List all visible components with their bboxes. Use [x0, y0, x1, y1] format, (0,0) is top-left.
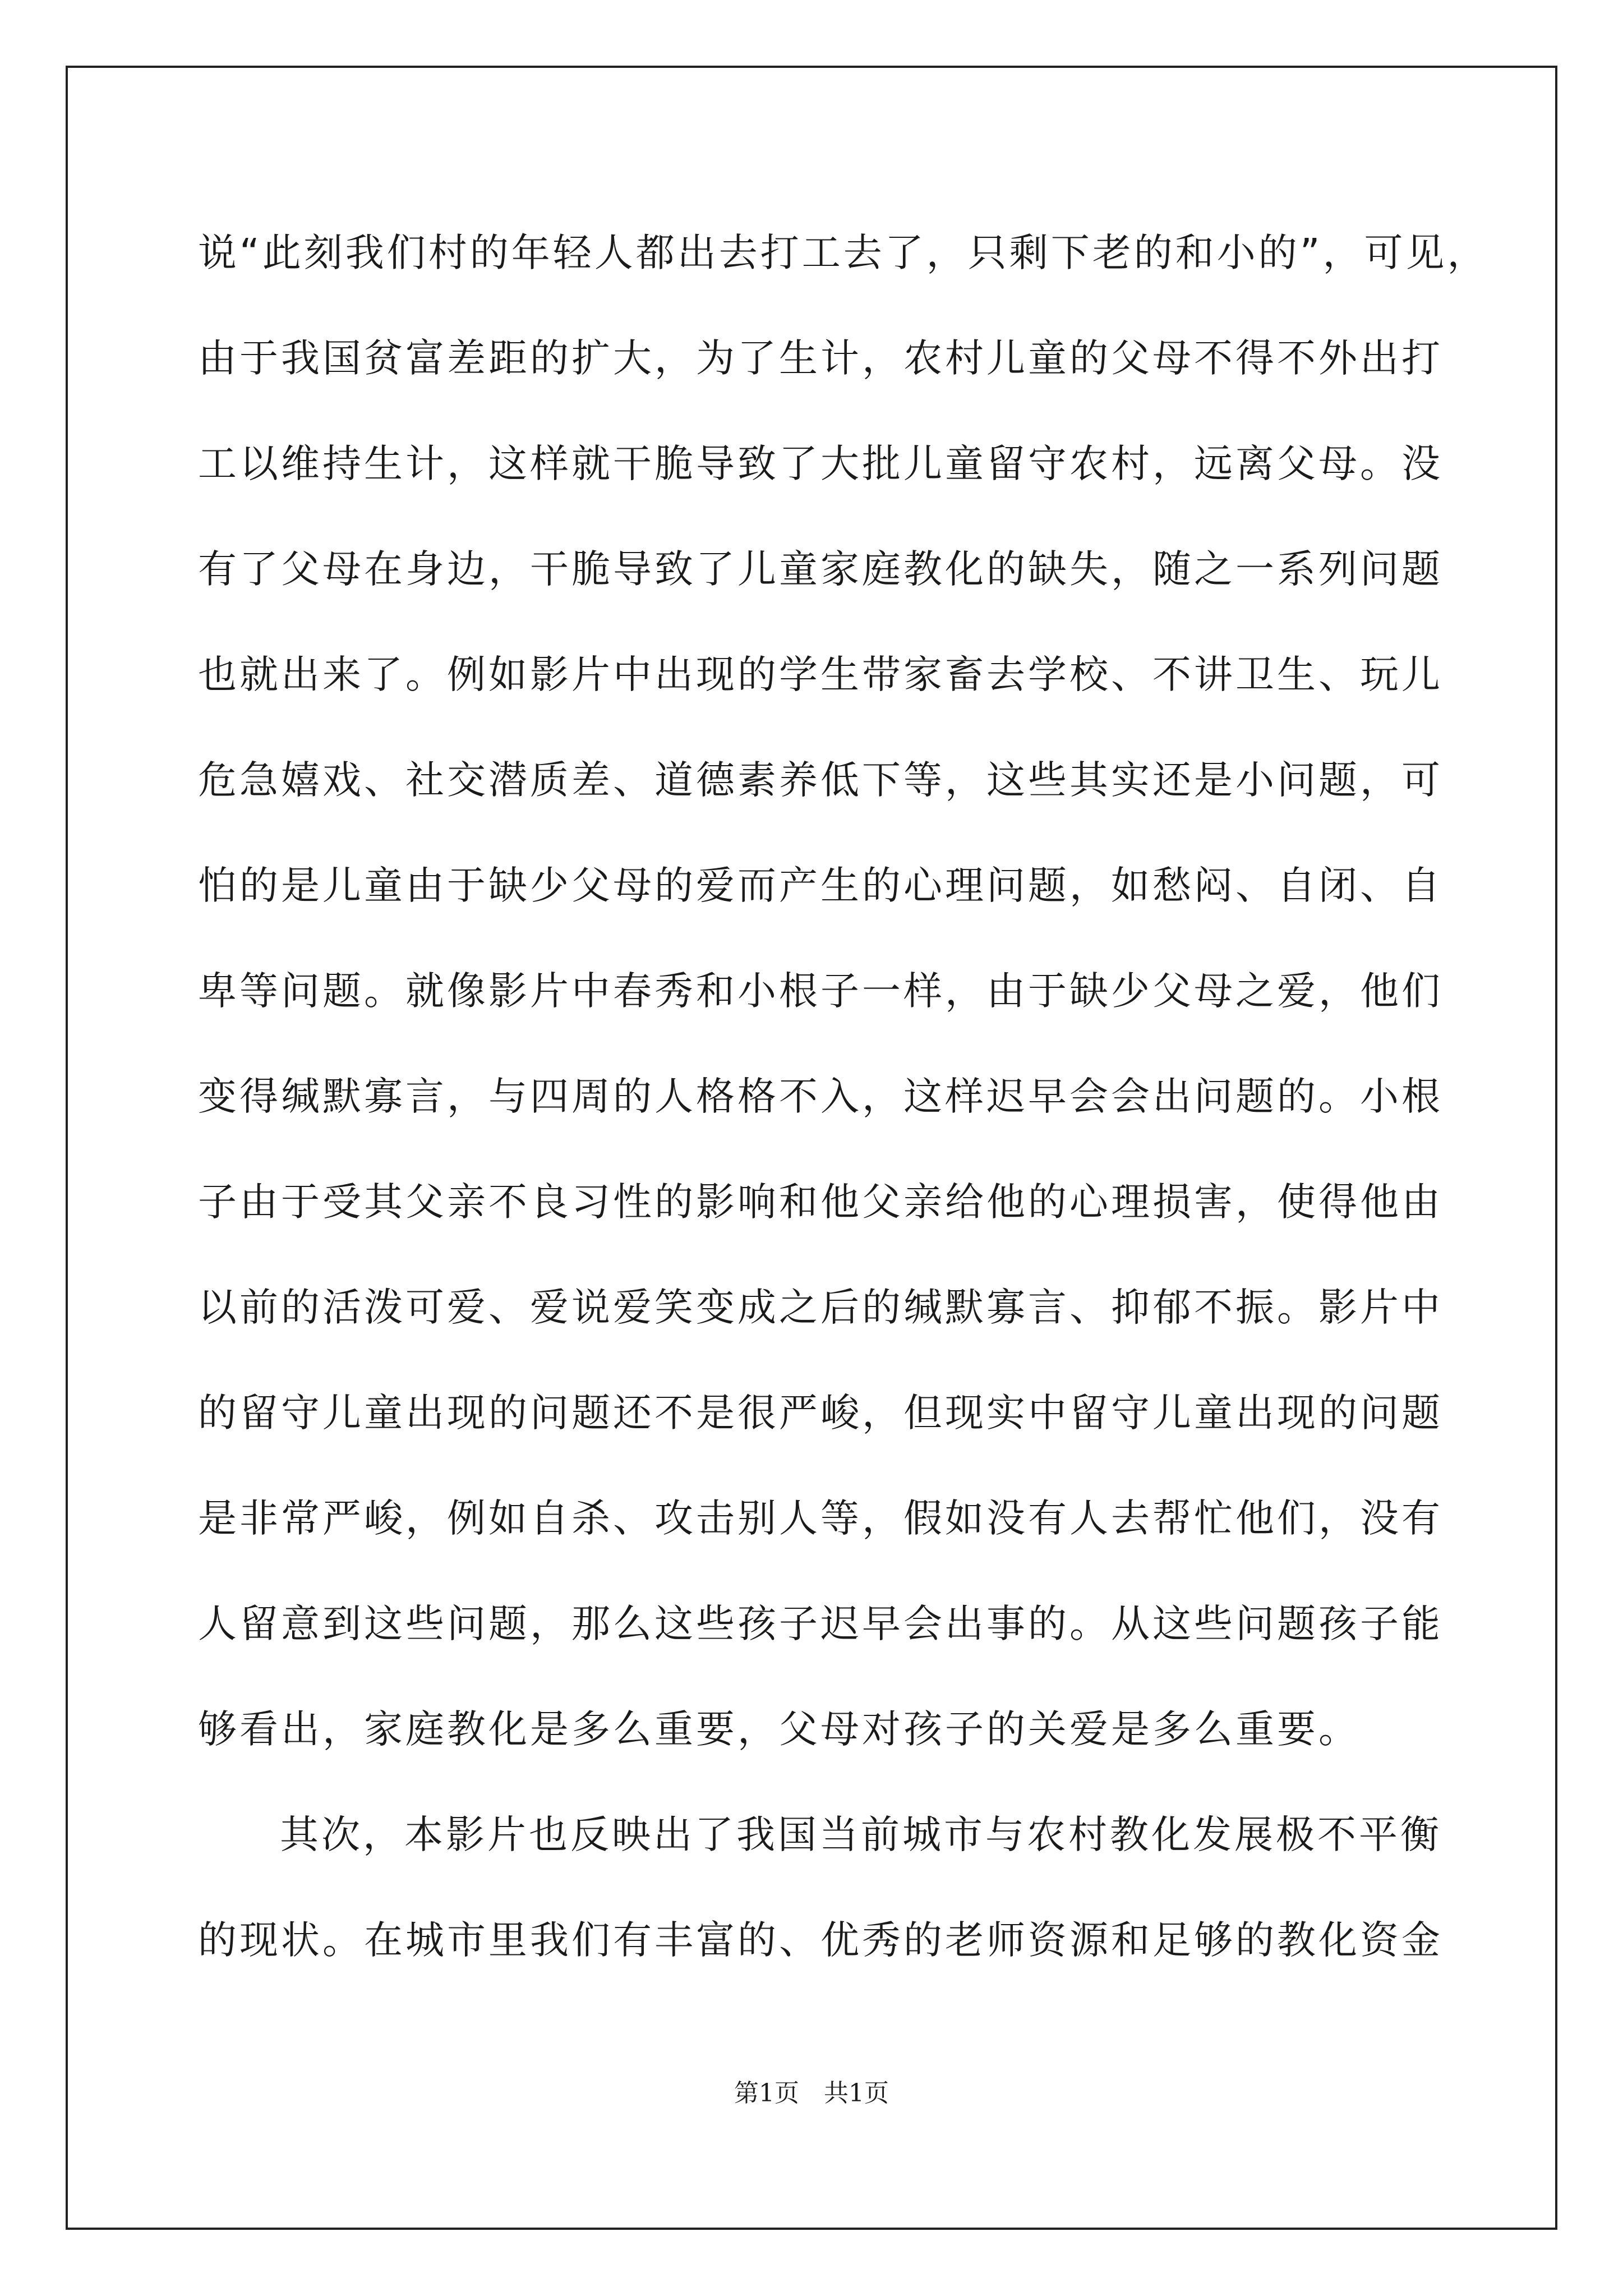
text-line-15: 够看出，家庭教化是多么重要，父母对孩子的关爱是多么重要。: [198, 1707, 1360, 1752]
page-footer: [0, 2077, 1623, 2110]
text-line-7: 怕的是儿童由于缺少父母的爱而产生的心理问题，如愁闷、自闭、自: [198, 863, 1443, 908]
page-number-total: 共1页: [824, 2079, 889, 2108]
text-line-4: 有了父母在身边，干脆导致了儿童家庭教化的缺失，随之一系列问题: [198, 547, 1443, 592]
text-line-6: 危急嬉戏、社交潜质差、道德素养低下等，这些其实还是小问题，可: [198, 758, 1443, 803]
text-line-10: 子由于受其父亲不良习性的影响和他父亲给他的心理损害，使得他由: [198, 1180, 1443, 1225]
text-line-16-paragraph-start: 其次，本影片也反映出了我国当前城市与农村教化发展极不平衡: [280, 1812, 1442, 1857]
text-line-12: 的留守儿童出现的问题还不是很严峻，但现实中留守儿童出现的问题: [198, 1391, 1443, 1435]
text-line-14: 人留意到这些问题，那么这些孩子迟早会出事的。从这些问题孩子能: [198, 1602, 1443, 1646]
page-number-current: 第1页: [734, 2079, 799, 2108]
text-line-3: 工以维持生计，这样就干脆导致了大批儿童留守农村，远离父母。没: [198, 441, 1443, 486]
text-line-17: 的现状。在城市里我们有丰富的、优秀的老师资源和足够的教化资金: [198, 1918, 1443, 1963]
text-line-5: 也就出来了。例如影片中出现的学生带家畜去学校、不讲卫生、玩儿: [198, 652, 1443, 697]
text-line-1: 说“此刻我们村的年轻人都出去打工去了，只剩下老的和小的”，可见，: [198, 231, 1489, 275]
text-line-9: 变得缄默寡言，与四周的人格格不入，这样迟早会会出问题的。小根: [198, 1074, 1443, 1119]
text-line-13: 是非常严峻，例如自杀、攻击别人等，假如没有人去帮忙他们，没有: [198, 1496, 1443, 1541]
text-line-2: 由于我国贫富差距的扩大，为了生计，农村儿童的父母不得不外出打: [198, 336, 1443, 381]
text-line-11: 以前的活泼可爱、爱说爱笑变成之后的缄默寡言、抑郁不振。影片中: [198, 1285, 1443, 1330]
text-line-8: 卑等问题。就像影片中春秀和小根子一样，由于缺少父母之爱，他们: [198, 969, 1443, 1014]
document-body: [198, 200, 1489, 1993]
